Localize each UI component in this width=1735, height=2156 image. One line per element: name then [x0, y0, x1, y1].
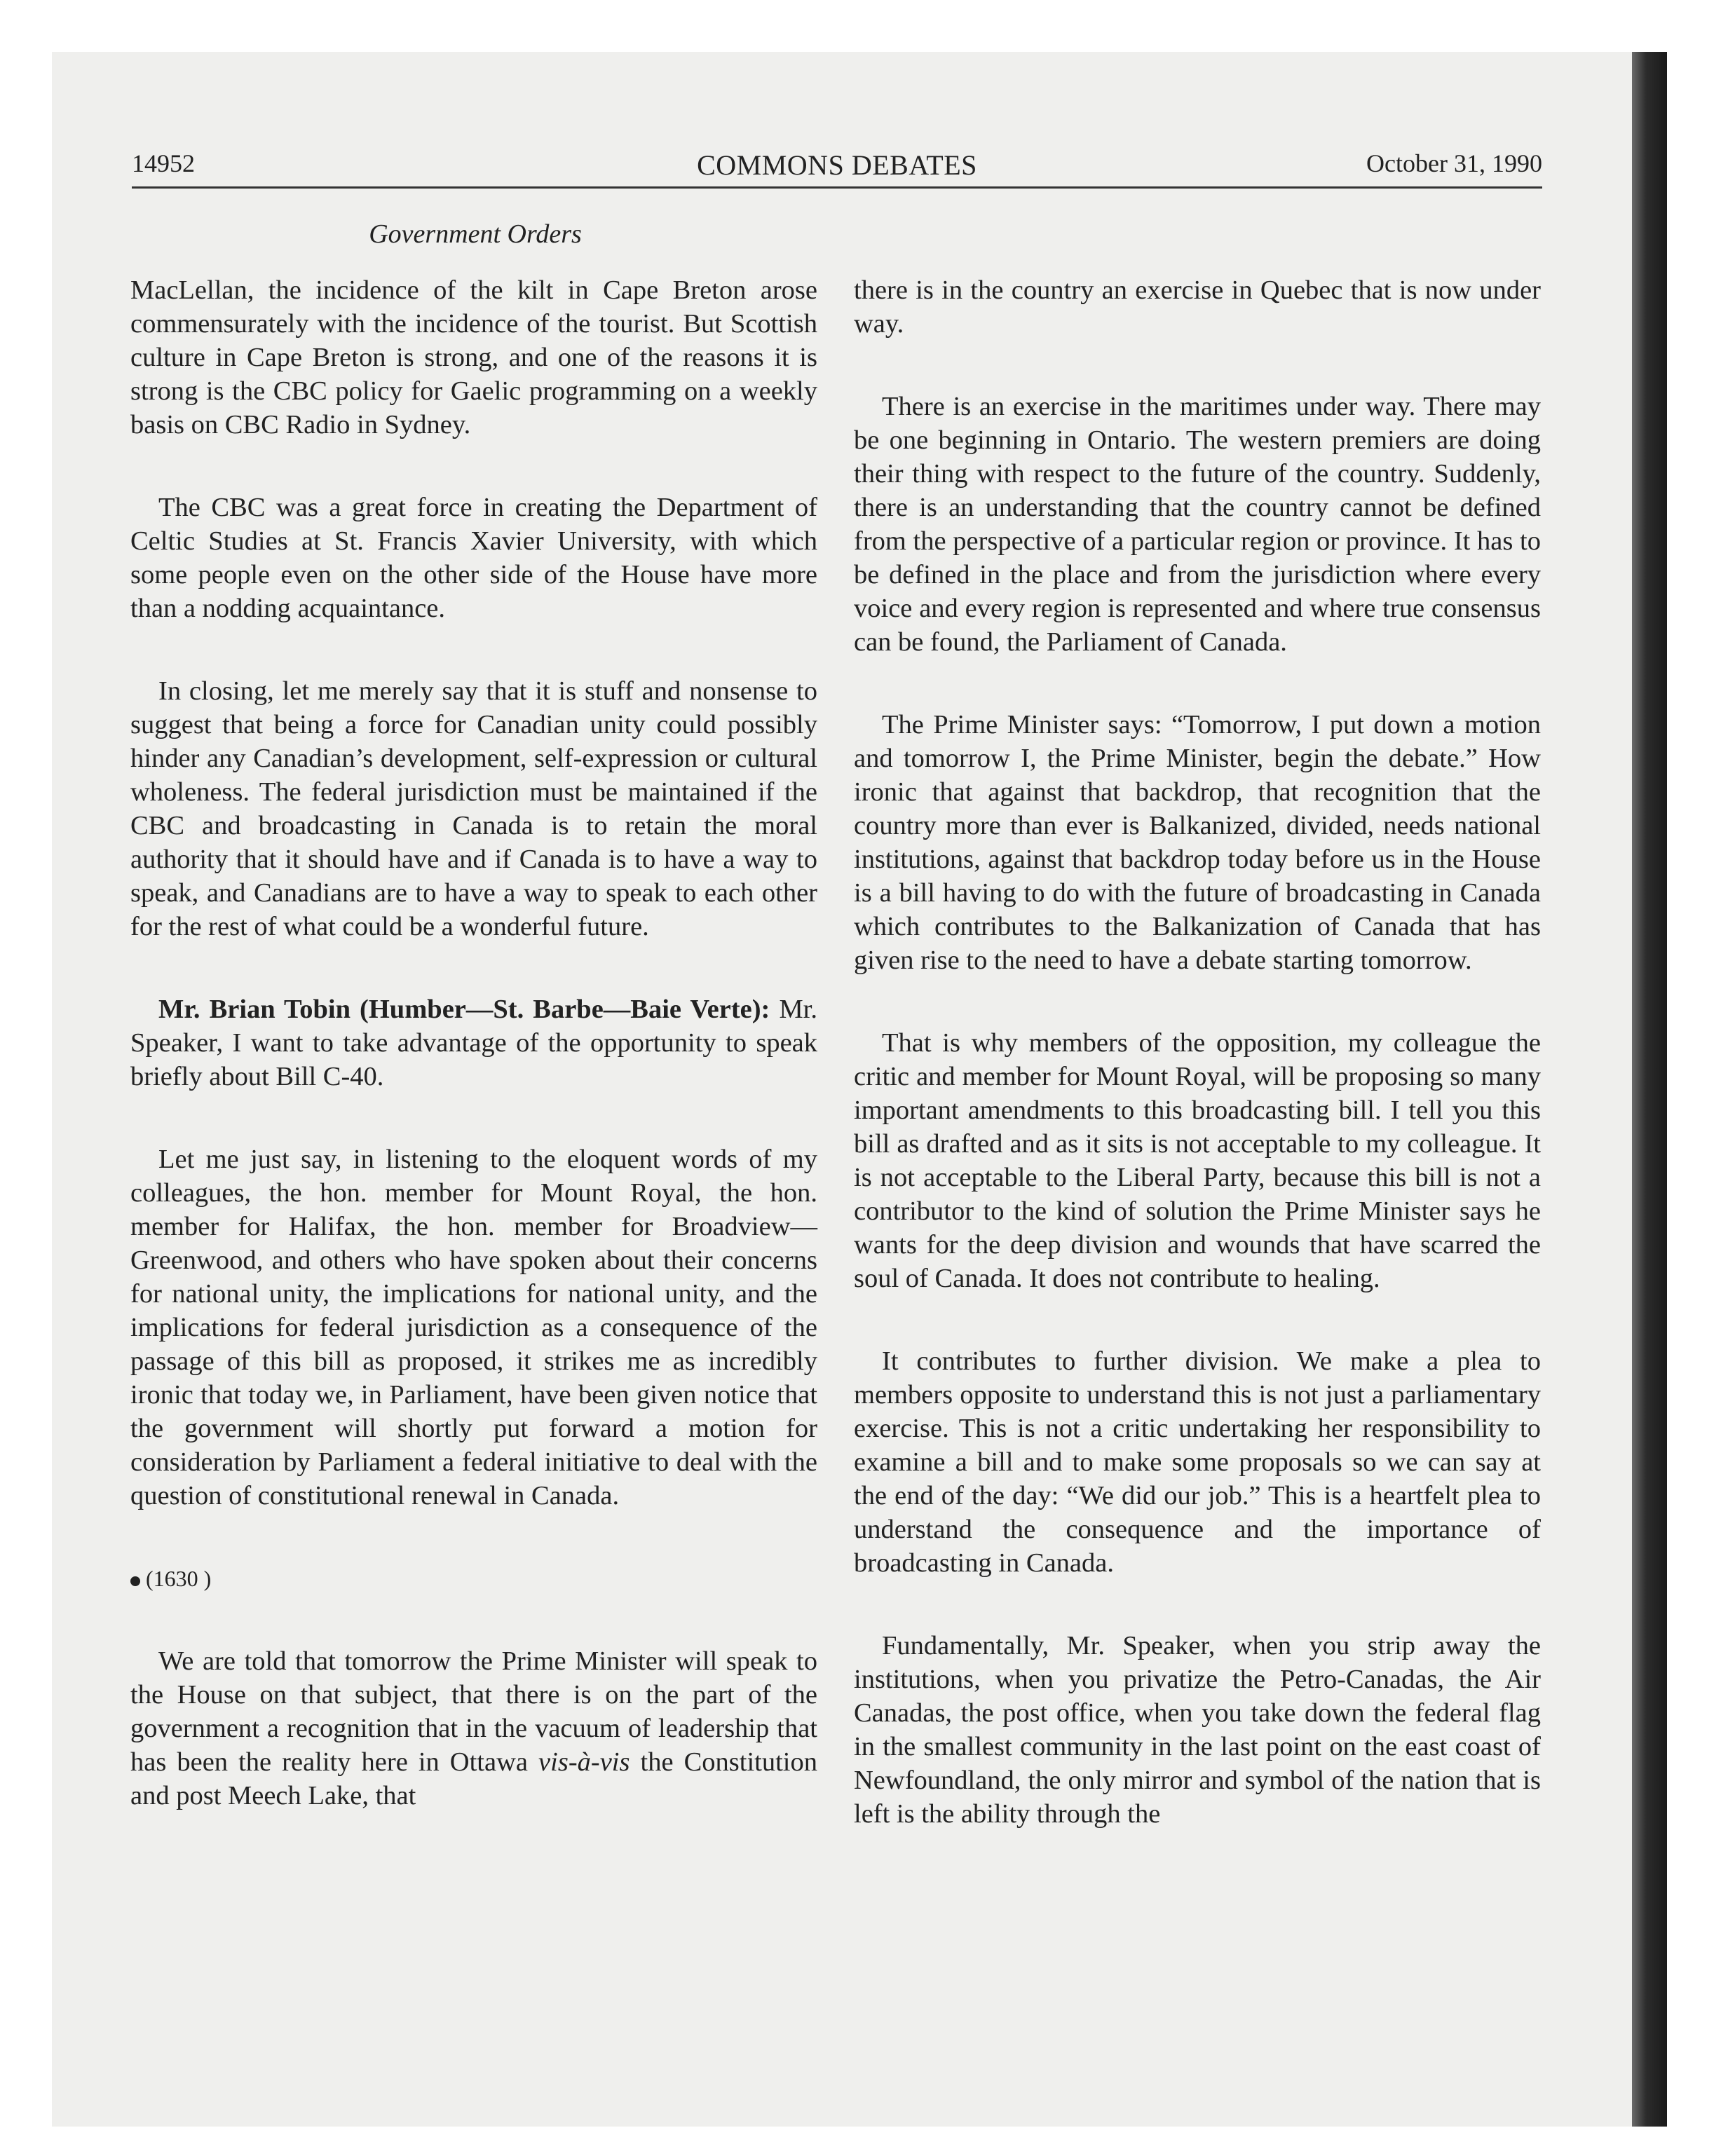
- bullet-icon: [130, 1576, 140, 1586]
- section-title: Government Orders: [369, 219, 582, 249]
- running-header: [132, 143, 1542, 188]
- left-column: [130, 273, 817, 1862]
- paragraph: The CBC was a great force in creating the Department of Celtic Studies at St. Francis Xavier University, with which some people even on the other side of the House have more than a nodding acquaintance.: [130, 493, 817, 623]
- paragraph: That is why members of the opposition, my colleague the critic and member for Mount Royal, will be proposing so many important amendments to this broadcasting bill. I tell you this bill as drafted and as it sits is not acceptable to my colleague. It is not acceptable to the Liberal Party, because this bill is not a contributor to the kind of solution the Prime Minister says he wants for the deep division and wounds that have scarred the soul of Canada. It does not contribute to healing.: [854, 1028, 1541, 1293]
- time-stamp: [130, 1562, 817, 1595]
- paragraph-text: We are told that tomorrow the Prime Minister will speak to the House on that subject, that there is on the part of the government a recognition that in the vacuum of leadership that has been the reality here in Ottawa: [130, 1646, 817, 1777]
- paragraph: In closing, let me merely say that it is stuff and nonsense to suggest that being a force for Canadian unity could possibly hinder any Canadian’s development, self-expression or cultural wholeness. The federal jurisdiction must be maintained if the CBC and broadcasting in Canada is to retain the moral authority that it should have and if Canada is to have a way to speak, and Canadians are to have a way to speak to each other for the rest of what could be a wonderful future.: [130, 676, 817, 941]
- paragraph: there is in the country an exercise in Quebec that is now under way.: [854, 275, 1541, 339]
- speech-text: Mr. Speaker, I want to take advantage of the opportunity to speak briefly about Bill C-40.: [130, 995, 818, 1091]
- paragraph: Let me just say, in listening to the eloquent words of my colleagues, the hon. member for Mount Royal, the hon. member for Halifax, the hon. member for Broadview—Greenwood, and others who have spoken about their concerns for national unity, the implications for national unity, and the implications for federal jurisdiction as a consequence of the passage of this bill as proposed, it strikes me as incredibly ironic that today we, in Parliament, have been given notice that the government will shortly put forward a motion for consideration by Parliament a federal initiative to deal with the question of constitutional renewal in Canada.: [130, 1145, 817, 1510]
- italic-term: vis-à-vis: [538, 1747, 630, 1777]
- paragraph: There is an exercise in the maritimes under way. There may be one beginning in Ontario. The western premiers are doing their thing with respect to the future of the country. Suddenly, there is an understanding that the country cannot be defined from the perspective of a particular region or province. It has to be defined in the place and from the jurisdiction where every voice and every region is represented and where true consensus can be found, the Parliament of Canada.: [854, 392, 1541, 657]
- paragraph: It contributes to further division. We make a plea to members opposite to understand this is not just a parliamentary exercise. This is not a critic undertaking her responsibility to examine a bill and to make some proposals so we can say at the end of the day: “We did our job.” This is a heartfelt plea to understand the consequence and the importance of broadcasting in Canada.: [854, 1346, 1541, 1578]
- publication-title: COMMONS DEBATES: [697, 149, 977, 181]
- page-number: 14952: [132, 149, 195, 177]
- paragraph-text: the Constitution and post Meech Lake, that: [130, 1747, 818, 1810]
- header-date: October 31, 1990: [1366, 149, 1542, 177]
- time-stamp-text: (1630 ): [146, 1566, 212, 1591]
- header-rule: [132, 186, 1542, 189]
- scan-edge-shadow: [1632, 52, 1667, 2127]
- paragraph: MacLellan, the incidence of the kilt in Cape Breton arose commensurately with the incidence of the tourist. But Scottish culture in Cape Breton is strong, and one of the reasons it is strong is the CBC policy for Gaelic programming on a weekly basis on CBC Radio in Sydney.: [130, 275, 817, 439]
- paragraph: Fundamentally, Mr. Speaker, when you strip away the institutions, when you privatize the Petro-Canadas, the Air Canadas, the post office, when you take down the federal flag in the smallest community in the last point on the east coast of Newfoundland, the only mirror and symbol of the nation that is left is the ability through the: [854, 1631, 1541, 1829]
- speech-start: [130, 992, 817, 1093]
- paragraph: The Prime Minister says: “Tomorrow, I put down a motion and tomorrow I, the Prime Minister, begin the debate.” How ironic that against that backdrop, that recognition that the country more than ever is Balkanized, divided, needs national institutions, against that backdrop today before us in the House is a bill having to do with the future of broadcasting in Canada which contributes to the Balkanization of Canada that has given rise to the need to have a debate starting tomorrow.: [854, 710, 1541, 975]
- paragraph: [130, 1644, 817, 1813]
- speaker-name: Mr. Brian Tobin (Humber—St. Barbe—Baie Verte):: [158, 995, 770, 1024]
- right-column: [854, 273, 1541, 1880]
